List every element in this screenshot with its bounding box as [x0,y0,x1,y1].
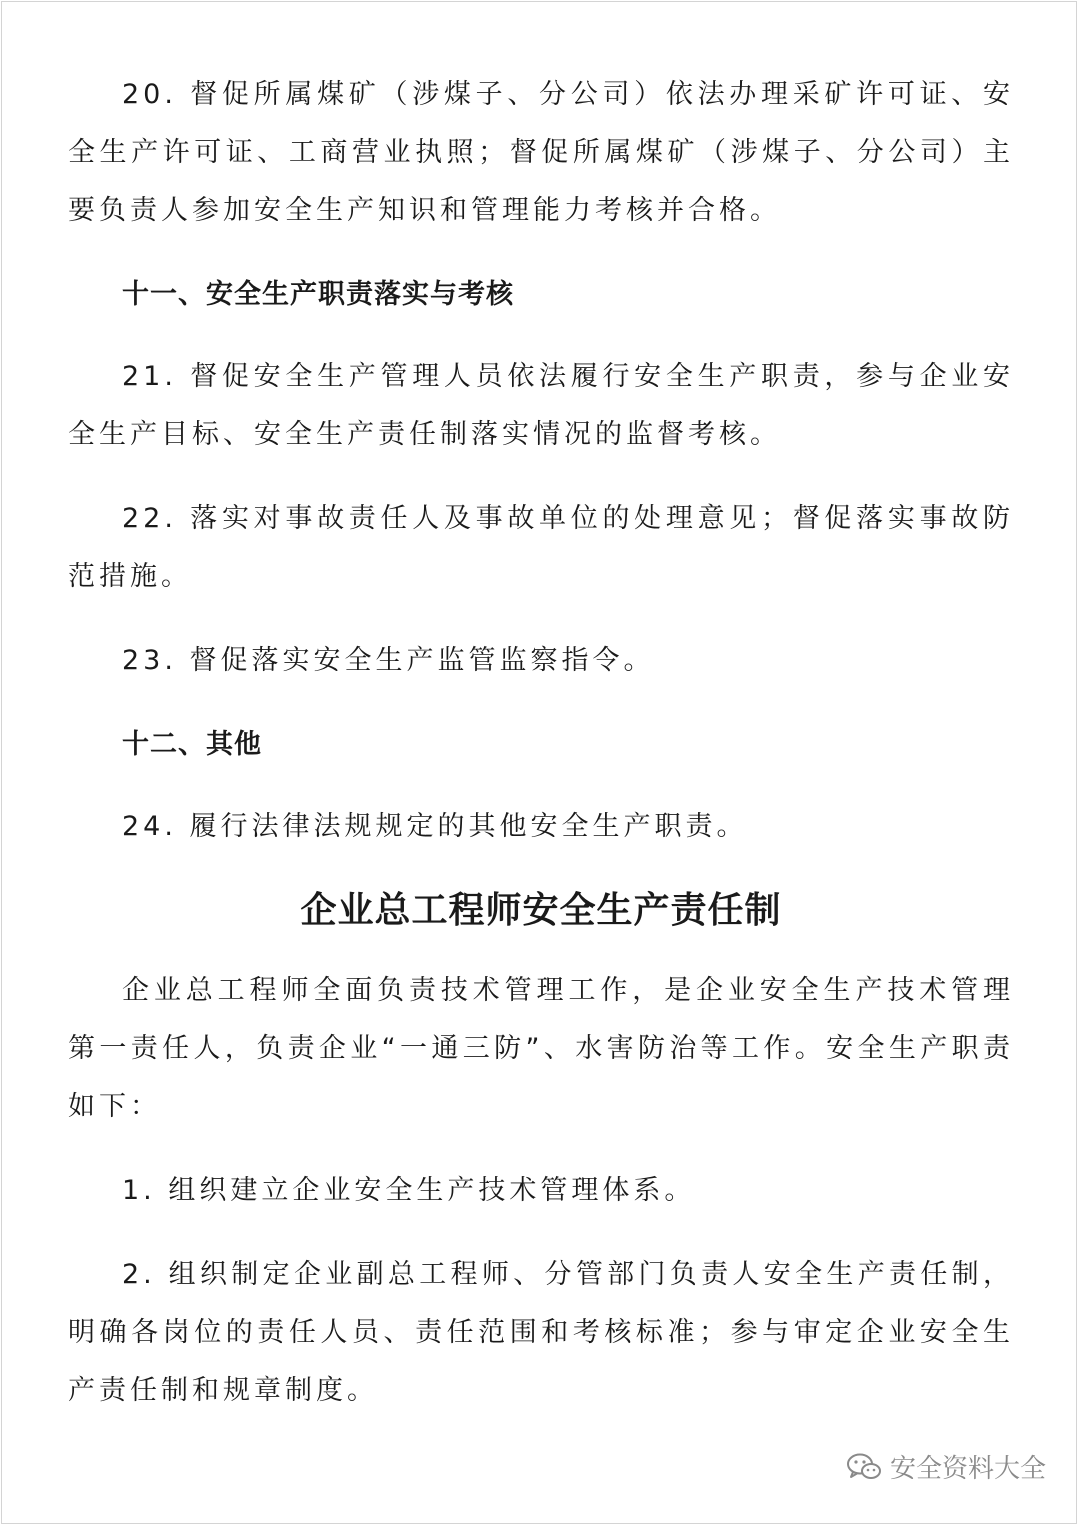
intro-paragraph: 企业总工程师全面负责技术管理工作，是企业安全生产技术管理第一责任人，负责企业“一通三防”、水害防治等工作。安全生产职责如下： [68,975,1014,1122]
item-21: 21. 督促安全生产管理人员依法履行安全生产职责，参与企业安全生产目标、安全生产责任制落实情况的监督考核。 [68,361,1014,450]
item-23: 23. 督促落实安全生产监管监察指令。 [122,645,655,676]
section-heading-11: 十一、安全生产职责落实与考核 [122,279,514,310]
section-heading-12: 十二、其他 [122,729,262,760]
item-1: 1. 组织建立企业安全生产技术管理体系。 [122,1175,696,1206]
document-title: 企业总工程师安全生产责任制 [300,890,782,931]
item-24: 24. 履行法律法规规定的其他安全生产职责。 [122,811,748,842]
wechat-icon [846,1452,882,1482]
watermark [846,1448,1046,1485]
item-2: 2. 组织制定企业副总工程师、分管部门负责人安全生产责任制，明确各岗位的责任人员、责任范围和考核标准；参与审定企业安全生产责任制和规章制度。 [68,1259,1014,1406]
item-20: 20. 督促所属煤矿（涉煤子、分公司）依法办理采矿许可证、安全生产许可证、工商营业执照；督促所属煤矿（涉煤子、分公司）主要负责人参加安全生产知识和管理能力考核并合格。 [68,79,1014,226]
document-body [68,66,1014,1446]
item-22: 22. 落实对事故责任人及事故单位的处理意见；督促落实事故防范措施。 [68,503,1014,592]
watermark-text: 安全资料大全 [889,1454,1046,1484]
